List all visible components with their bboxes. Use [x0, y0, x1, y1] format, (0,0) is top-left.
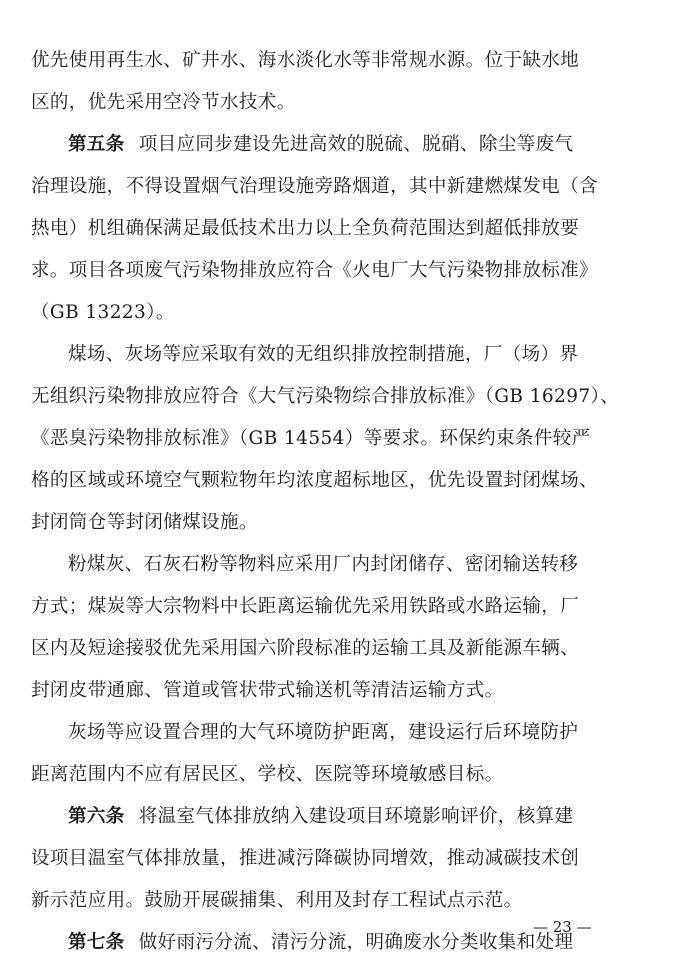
paragraph-first-line — [31, 712, 631, 754]
article-6-first-line — [31, 796, 631, 838]
line-text: 做好雨污分流、清污分流，明确废水分类收集和处理 — [138, 932, 574, 953]
line-text: 《恶臭污染物排放标准》（GB 14554）等要求。环保约束条件较严 — [31, 428, 591, 449]
line-text: 求。项目各项废气污染物排放应符合《火电厂大气污染物排放标准》 — [31, 260, 599, 281]
text-line — [31, 82, 631, 124]
text-line — [31, 40, 631, 82]
text-line — [31, 586, 631, 628]
paragraph-first-line — [31, 334, 631, 376]
line-text: 封闭筒仓等封闭储煤设施。 — [31, 512, 258, 533]
line-text: 灰场等应设置合理的大气环境防护距离，建设运行后环境防护 — [68, 722, 579, 743]
text-line — [31, 250, 631, 292]
article-heading: 第六条 — [68, 806, 125, 827]
text-line — [31, 166, 631, 208]
line-text: 区内及短途接驳优先采用国六阶段标准的运输工具及新能源车辆、 — [31, 638, 580, 659]
text-line — [31, 502, 631, 544]
text-line — [31, 418, 631, 460]
text-line — [31, 880, 631, 922]
article-heading: 第五条 — [68, 134, 125, 155]
line-text: 项目应同步建设先进高效的脱硫、脱硝、除尘等废气 — [138, 134, 574, 155]
line-text: 粉煤灰、石灰石粉等物料应采用厂内封闭储存、密闭输送转移 — [68, 554, 579, 575]
line-text: 格的区域或环境空气颗粒物年均浓度超标地区，优先设置封闭煤场、 — [31, 470, 599, 491]
text-line — [31, 460, 631, 502]
line-text: 治理设施，不得设置烟气治理设施旁路烟道，其中新建燃煤发电（含 — [31, 176, 599, 197]
article-heading: 第七条 — [68, 932, 125, 953]
line-text: 区的，优先采用空冷节水技术。 — [31, 92, 296, 113]
page-number: — 23 — — [533, 918, 592, 936]
line-text: 无组织污染物排放应符合《大气污染物综合排放标准》（GB 16297）、 — [31, 386, 620, 407]
text-line — [31, 208, 631, 250]
article-5-first-line — [31, 124, 631, 166]
text-line — [31, 670, 631, 712]
text-line — [31, 838, 631, 880]
text-line — [31, 628, 631, 670]
line-text: 将温室气体排放纳入建设项目环境影响评价，核算建 — [138, 806, 574, 827]
text-line — [31, 292, 631, 334]
line-text: （GB 13223）。 — [31, 302, 175, 323]
line-text: 新示范应用。鼓励开展碳捕集、利用及封存工程试点示范。 — [31, 890, 523, 911]
paragraph-first-line — [31, 544, 631, 586]
line-text: 优先使用再生水、矿井水、海水淡化水等非常规水源。位于缺水地 — [31, 50, 580, 71]
text-line — [31, 376, 631, 418]
text-line — [31, 754, 631, 796]
line-text: 方式；煤炭等大宗物料中长距离运输优先采用铁路或水路运输，厂 — [31, 596, 580, 617]
line-text: 设项目温室气体排放量，推进减污降碳协同增效，推动减碳技术创 — [31, 848, 580, 869]
body-text — [31, 40, 631, 964]
line-text: 距离范围内不应有居民区、学校、医院等环境敏感目标。 — [31, 764, 504, 785]
line-text: 热电）机组确保满足最低技术出力以上全负荷范围达到超低排放要 — [31, 218, 580, 239]
line-text: 煤场、灰场等应采取有效的无组织排放控制措施，厂（场）界 — [68, 344, 579, 365]
line-text: 封闭皮带通廊、管道或管状带式输送机等清洁运输方式。 — [31, 680, 504, 701]
